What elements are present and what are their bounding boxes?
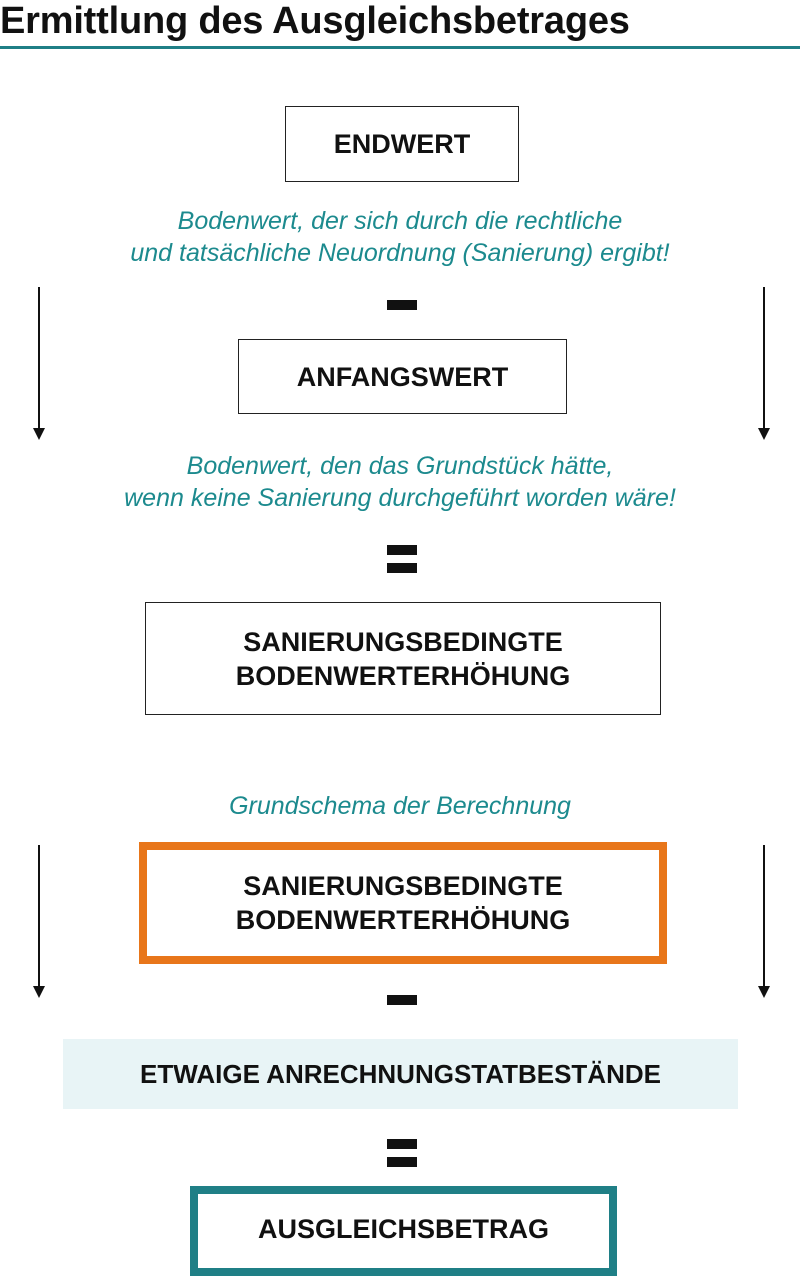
bodenwerterhoehung-box-1 bbox=[145, 602, 661, 715]
endwert-box bbox=[285, 106, 519, 182]
anrechnung-box bbox=[63, 1039, 738, 1109]
arrow-down-right-2 bbox=[758, 845, 770, 998]
anfangswert-box bbox=[238, 339, 567, 414]
equals-operator-2 bbox=[387, 1139, 417, 1167]
anfangswert-note-line-1: Bodenwert, den das Grundstück hätte, bbox=[186, 452, 614, 480]
grundschema-caption bbox=[0, 790, 800, 822]
endwert-note bbox=[0, 205, 800, 269]
bodenwerterhoehung-box-2 bbox=[139, 842, 667, 964]
ausgleichsbetrag-box bbox=[190, 1186, 617, 1276]
equals-operator-1 bbox=[387, 545, 417, 573]
bodenwerterhoehung-2-line-1: SANIERUNGSBEDINGTE bbox=[243, 871, 563, 901]
grundschema-caption-text: Grundschema der Berechnung bbox=[229, 792, 571, 820]
endwert-note-line-1: Bodenwert, der sich durch die rechtliche bbox=[177, 207, 623, 235]
bodenwerterhoehung-1-line-1: SANIERUNGSBEDINGTE bbox=[243, 626, 563, 657]
anrechnung-label: ETWAIGE ANRECHNUNGSTATBESTÄNDE bbox=[140, 1059, 661, 1089]
bodenwerterhoehung-1-line-2: BODENWERTERHÖHUNG bbox=[235, 660, 571, 691]
page-title: Ermittlung des Ausgleichsbetrages bbox=[0, 0, 630, 42]
bodenwerterhoehung-2-line-2: BODENWERTERHÖHUNG bbox=[235, 905, 571, 935]
anfangswert-note bbox=[0, 450, 800, 514]
arrow-down-left-2 bbox=[33, 845, 45, 998]
ausgleichsbetrag-label: AUSGLEICHSBETRAG bbox=[257, 1214, 549, 1244]
anfangswert-note-line-2: wenn keine Sanierung durchgeführt worden wäre! bbox=[124, 484, 676, 512]
arrow-down-left-1 bbox=[33, 287, 45, 440]
minus-operator-1 bbox=[387, 300, 417, 310]
minus-operator-2 bbox=[387, 995, 417, 1005]
endwert-label: ENDWERT bbox=[333, 129, 471, 159]
endwert-note-line-2: und tatsächliche Neuordnung (Sanierung) ergibt! bbox=[130, 239, 670, 267]
title-underline bbox=[0, 46, 800, 49]
arrow-down-right-1 bbox=[758, 287, 770, 440]
anfangswert-label: ANFANGSWERT bbox=[296, 361, 509, 392]
